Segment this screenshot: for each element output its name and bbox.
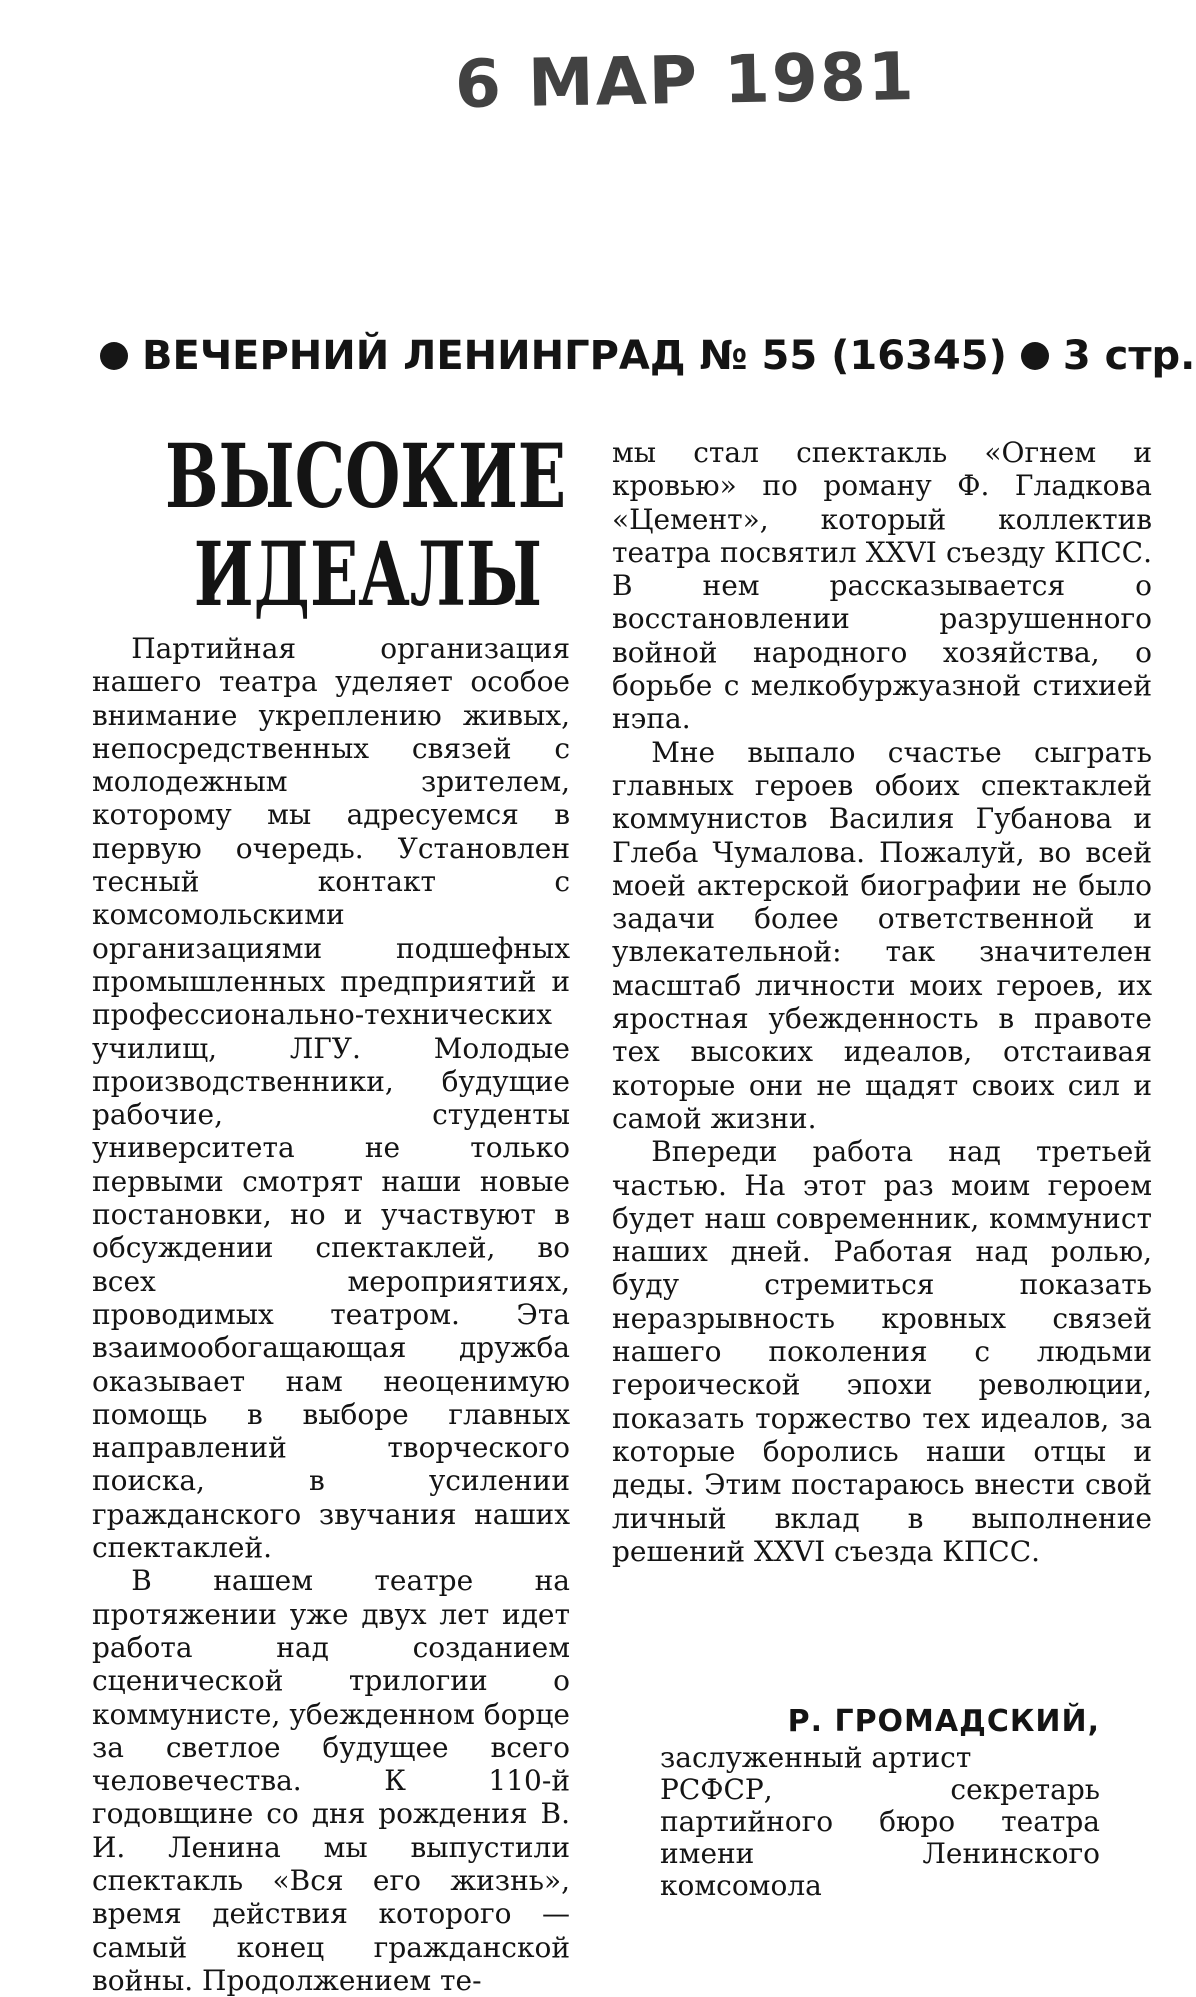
author-title: заслуженный артист [660,1741,972,1774]
newspaper-masthead [100,333,1196,379]
article-paragraph: Мне выпало счастье сыграть главных героев обоих спектаклей коммунистов Василия Губанова и Глеба Чумалова. Пожалуй, во всей моей актерской биографии не было задачи более ответственной и увлекательной: так значителен масштаб личности моих героев, их яростная убежденность в правоте тех высоких идеалов, отстаивая которые они не щадят своих сил и самой жизни. [612,735,1152,1135]
article-paragraph: Партийная организация нашего театра уделяет особое внимание укреплению живых, непосредственных связей с молодежным зрителем, которому мы адресуемся в первую очередь. Установлен тесный контакт с комсомольскими организациями подшефных промышленных предприятий и профессионально-технических училищ, ЛГУ. Молодые производственники, будущие рабочие, студенты университета не только первыми смотрят наши новые постановки, но и участвуют в обсуждении спектаклей, во всех мероприятиях, проводимых театром. Эта взаимообогащающая дружба оказывает нам неоценимую помощь в выборе главных направлений творческого поиска, в усилении гражданского звучания наших спектаклей. [92,632,570,1565]
article-paragraph: В нашем театре на протяжении уже двух лет идет работа над созданием сценической трилогии о коммунисте, убежденном борце за светлое будущее всего человечества. К 110-й годовщине со дня рождения В. И. Ленина мы выпустили спектакль «Вся его жизнь», время действия которого — самый конец гражданской войны. Продолжением те- [92,1564,570,1997]
bullet-icon [1021,342,1049,370]
author-signature [660,1706,1100,1902]
bullet-icon [100,342,128,370]
article-paragraph-continuation: мы стал спектакль «Огнем и кровью» по роману Ф. Гладкова «Цемент», который коллектив театра посвятил XXVI съезду КПСС. В нем рассказывается о восстановлении разрушенного войной народного хозяйства, о борьбе с мелкобуржуазной стихией нэпа. [612,436,1152,736]
author-name: Р. ГРОМАДСКИЙ, [787,1704,1100,1739]
article-paragraph: Впереди работа над третьей частью. На этот раз моим героем будет наш современник, коммунист наших дней. Работая над ролью, буду стремиться показать неразрывность кровных связей нашего поколения с людьми героической эпохи революции, показать торжество тех идеалов, за которые боролись наши отцы и деды. Этим постараюсь внести свой личный вклад в выполнение решений XXVI съезда КПСС. [612,1135,1152,1568]
article-column-2 [612,436,1152,1568]
page-number: 3 стр. [1062,333,1196,379]
article-column-1 [92,632,570,1997]
newspaper-name: ВЕЧЕРНИЙ ЛЕНИНГРАД [142,333,686,379]
issue-number: № 55 (16345) [699,333,1007,379]
title-line-1: ВЫСОКИЕ [165,424,567,528]
author-position: РСФСР, секретарь партийного бюро театра имени Ленинского комсомола [660,1773,1100,1902]
archive-date-stamp: 6 МАР 1981 [454,37,917,124]
article-title [165,424,567,626]
title-line-2: ИДЕАЛЫ [193,522,543,626]
